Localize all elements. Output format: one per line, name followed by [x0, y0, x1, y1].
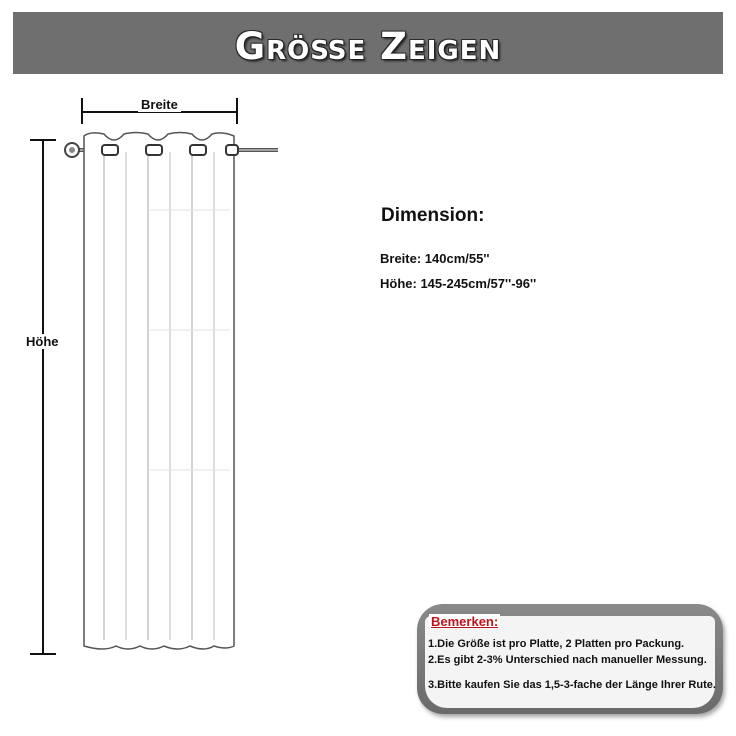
width-label: Breite — [138, 97, 181, 112]
banner-title: Größe Zeigen — [234, 25, 502, 68]
note-item-3: 3.Bitte kaufen Sie das 1,5-3-fache der Länge Ihrer Rute. — [428, 679, 716, 691]
dimension-width: Breite: 140cm/55'' — [380, 251, 490, 266]
curtain-panel — [84, 133, 234, 650]
height-dimension-line — [30, 140, 56, 654]
height-label: Höhe — [23, 334, 62, 349]
notes-title: Bemerken: — [431, 614, 499, 629]
dimension-height: Höhe: 145-245cm/57''-96'' — [380, 276, 537, 291]
note-item-2: 2.Es gibt 2-3% Unterschied nach manueller Messung. — [428, 654, 707, 666]
dimension-title: Dimension: — [381, 205, 485, 226]
note-item-1: 1.Die Größe ist pro Platte, 2 Platten pro Packung. — [428, 638, 685, 650]
